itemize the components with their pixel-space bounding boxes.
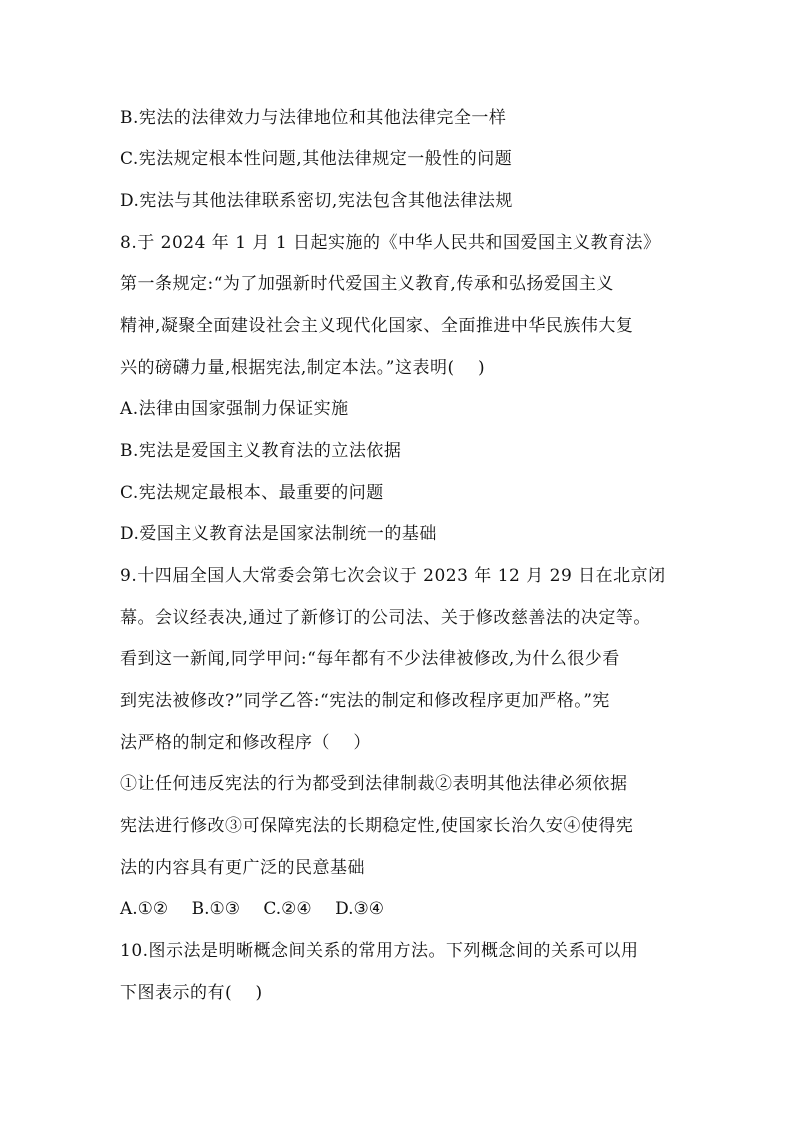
q7-option-b: B.宪法的法律效力与法律地位和其他法律完全一样	[120, 108, 507, 128]
q9-stem-line-1: 9.十四届全国人大常委会第七次会议于 2023 年 12 月 29 日在北京闭	[120, 566, 666, 586]
q10-stem-line-1: 10.图示法是明晰概念间关系的常用方法。下列概念间的关系可以用	[120, 941, 639, 961]
q8-option-c: C.宪法规定最根本、最重要的问题	[120, 483, 384, 503]
q9-stem-line-5: 法严格的制定和修改程序（ ）	[120, 733, 371, 753]
q8-stem-line-3: 精神,凝聚全面建设社会主义现代化国家、全面推进中华民族伟大复	[120, 316, 634, 336]
q9-stem-line-4: 到宪法被修改?”同学乙答:“宪法的制定和修改程序更加严格。”宪	[120, 691, 610, 711]
q9-options	[120, 897, 402, 921]
q8-option-a: A.法律由国家强制力保证实施	[120, 399, 349, 419]
q9-stem-line-3: 看到这一新闻,同学甲问:“每年都有不少法律被修改,为什么很少看	[120, 649, 620, 669]
q9-statement-line-2: 宪法进行修改③可保障宪法的长期稳定性,使国家长治久安④使得宪	[120, 816, 634, 836]
q8-option-d: D.爱国主义教育法是国家法制统一的基础	[120, 524, 437, 544]
q8-option-b: B.宪法是爱国主义教育法的立法依据	[120, 441, 402, 461]
q9-statement-line-1: ①让任何违反宪法的行为都受到法律制裁②表明其他法律必须依据	[120, 774, 628, 794]
q9-option-d: D.③④	[335, 899, 384, 919]
q10-stem-line-2: 下图表示的有( )	[120, 983, 263, 1003]
q9-statement-line-3: 法的内容具有更广泛的民意基础	[120, 858, 365, 878]
q8-stem-line-1: 8.于 2024 年 1 月 1 日起实施的《中华人民共和国爱国主义教育法》	[120, 233, 661, 253]
q8-stem-line-2: 第一条规定:“为了加强新时代爱国主义教育,传承和弘扬爱国主义	[120, 274, 614, 294]
q8-stem-line-4: 兴的磅礴力量,根据宪法,制定本法。”这表明( )	[120, 358, 486, 378]
q9-stem-line-2: 幕。会议经表决,通过了新修订的公司法、关于修改慈善法的决定等。	[120, 608, 651, 628]
q9-option-c: C.②④	[263, 899, 312, 919]
q7-option-c: C.宪法规定根本性问题,其他法律规定一般性的问题	[120, 149, 513, 169]
q9-option-a: A.①②	[120, 899, 169, 919]
q7-option-d: D.宪法与其他法律联系密切,宪法包含其他法律法规	[120, 191, 513, 211]
q9-option-b: B.①③	[191, 899, 240, 919]
